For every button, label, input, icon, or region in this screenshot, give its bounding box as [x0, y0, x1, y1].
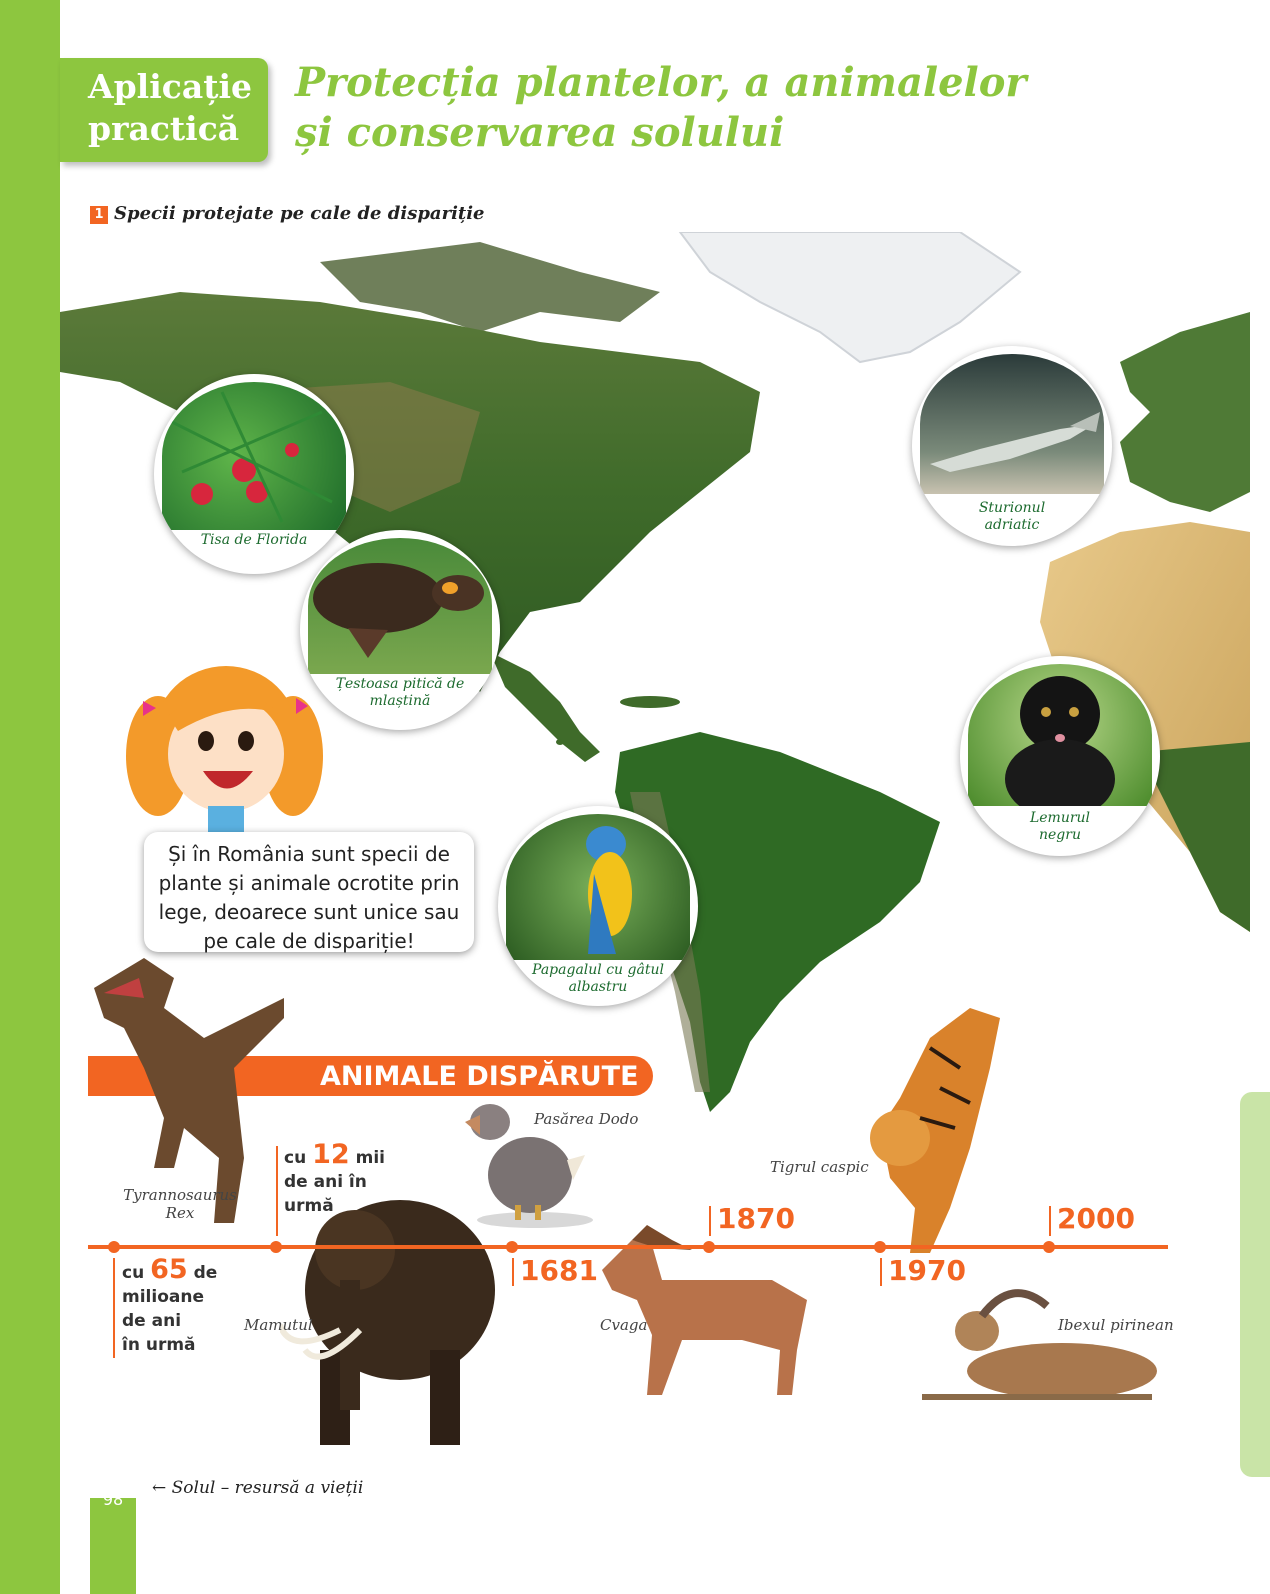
yew-photo: [162, 382, 346, 530]
lemur-icon: [968, 664, 1152, 806]
parrot-photo: [506, 814, 690, 960]
t1-pre: cu: [122, 1263, 145, 1283]
year-2000: 2000: [1057, 1202, 1135, 1235]
fish-icon: [920, 354, 1104, 494]
t2-post: mii: [355, 1148, 385, 1168]
page-number: 98: [102, 1490, 124, 1509]
chapter-name: Solul – resursă a vieții: [171, 1478, 364, 1498]
right-page-tab: [1240, 1092, 1270, 1477]
lemur-photo: [968, 664, 1152, 806]
caption-trex-line-2: Rex: [165, 1204, 195, 1222]
caption-sturion-line-2: adriatic: [984, 517, 1040, 533]
species-testoasa-pitica: [300, 530, 500, 730]
girl-mascot-illustration: [118, 656, 328, 836]
caption-testoasa-line-2: mlaștină: [369, 693, 431, 709]
species-sturionul-adriatic: [912, 346, 1112, 546]
tick-1681: [512, 1258, 514, 1286]
greenland: [680, 232, 1020, 362]
tick-12-thousand: [276, 1146, 278, 1236]
timeline-point-65-million: [108, 1241, 120, 1253]
timeline-point-2000: [1043, 1241, 1055, 1253]
tick-1970: [880, 1258, 882, 1286]
caption-mamut: Mamutul: [244, 1316, 313, 1334]
caption-papagal-line-2: albastru: [568, 979, 628, 995]
page-title: [295, 58, 1026, 158]
title-line-1: Protecția plantelor, a animalelor: [295, 59, 1027, 106]
badge-line-1: Aplicație: [88, 67, 253, 106]
left-color-bar: [0, 0, 60, 1594]
year-1681: 1681: [520, 1254, 598, 1287]
timeline-label-65-million: [122, 1254, 218, 1357]
extinct-animals-title: ANIMALE DISPĂRUTE: [320, 1061, 639, 1092]
timeline-point-1681: [506, 1241, 518, 1253]
caption-tisa: Tisa de Florida: [200, 532, 308, 548]
tick-65-million: [113, 1258, 115, 1358]
pyrenean-ibex-illustration: [922, 1286, 1162, 1406]
caption-cvaga: Cvaga: [600, 1316, 648, 1334]
speech-bubble-text: [144, 840, 474, 956]
badge-line-2: practică: [88, 109, 240, 148]
caption-sturion-line-1: Sturionul: [978, 500, 1046, 516]
year-1870: 1870: [717, 1202, 795, 1235]
tick-2000: [1049, 1206, 1051, 1236]
turtle-icon: [308, 538, 492, 674]
speech-line-1: Și în România sunt specii de: [168, 842, 450, 866]
caption-testoasa: [300, 676, 500, 710]
exercise-title: Specii protejate pe cale de dispariție: [114, 203, 485, 224]
caption-trex-line-1: Tyrannosaurus: [123, 1186, 237, 1204]
extinction-timeline: [88, 1245, 1168, 1249]
t1-line-2: milioane: [122, 1287, 204, 1307]
year-1970: 1970: [888, 1254, 966, 1287]
caption-testoasa-line-1: Țestoasa pitică de: [335, 676, 465, 692]
caption-lemur-line-2: negru: [1039, 827, 1081, 843]
timeline-point-1970: [874, 1241, 886, 1253]
caption-lemur: [960, 810, 1160, 844]
caption-sturion: [912, 500, 1112, 534]
caption-tigru: Tigrul caspic: [770, 1158, 869, 1176]
species-tisa-de-florida: [154, 374, 354, 574]
parrot-icon: [506, 814, 690, 960]
caspian-tiger-illustration: [860, 1008, 1005, 1258]
caption-dodo: Pasărea Dodo: [534, 1110, 639, 1128]
t1-number: 65: [150, 1254, 188, 1285]
speech-line-3: lege, deoarece sunt unice sau: [158, 900, 460, 924]
turtle-photo: [308, 538, 492, 674]
timeline-label-12-thousand: [284, 1139, 385, 1218]
caption-ibex: Ibexul pirinean: [1058, 1316, 1174, 1334]
caption-lemur-line-1: Lemurul: [1029, 810, 1091, 826]
speech-line-2: plante și animale ocrotite prin: [158, 871, 460, 895]
t2-line-2: de ani în: [284, 1172, 367, 1192]
caption-papagal-line-1: Papagalul cu gâtul: [532, 962, 664, 978]
title-line-2: și conservarea solului: [295, 109, 785, 156]
t2-line-3: urmă: [284, 1196, 334, 1216]
t1-post: de: [193, 1263, 218, 1283]
species-lemurul-negru: [960, 656, 1160, 856]
caption-papagal: [498, 962, 698, 996]
sturgeon-photo: [920, 354, 1104, 494]
section-badge-text: [88, 66, 252, 150]
exercise-number: 1: [90, 206, 108, 224]
page-number-box: [90, 1498, 136, 1594]
chapter-footer: [152, 1478, 363, 1498]
central-america: [490, 652, 600, 762]
species-papagal: [498, 806, 698, 1006]
timeline-point-12-thousand: [270, 1241, 282, 1253]
t1-line-4: în urmă: [122, 1335, 196, 1355]
europe: [1120, 312, 1250, 512]
t1-line-3: de ani: [122, 1311, 182, 1331]
timeline-point-1870: [703, 1241, 715, 1253]
back-arrow-icon: ←: [152, 1478, 167, 1498]
t2-pre: cu: [284, 1148, 307, 1168]
caption-trex: [120, 1186, 240, 1222]
t2-number: 12: [312, 1139, 350, 1170]
berry-icon: [162, 382, 346, 530]
tick-1870: [709, 1206, 711, 1236]
caribbean-islands: [620, 696, 680, 708]
speech-line-4: pe cale de dispariție!: [203, 929, 415, 953]
